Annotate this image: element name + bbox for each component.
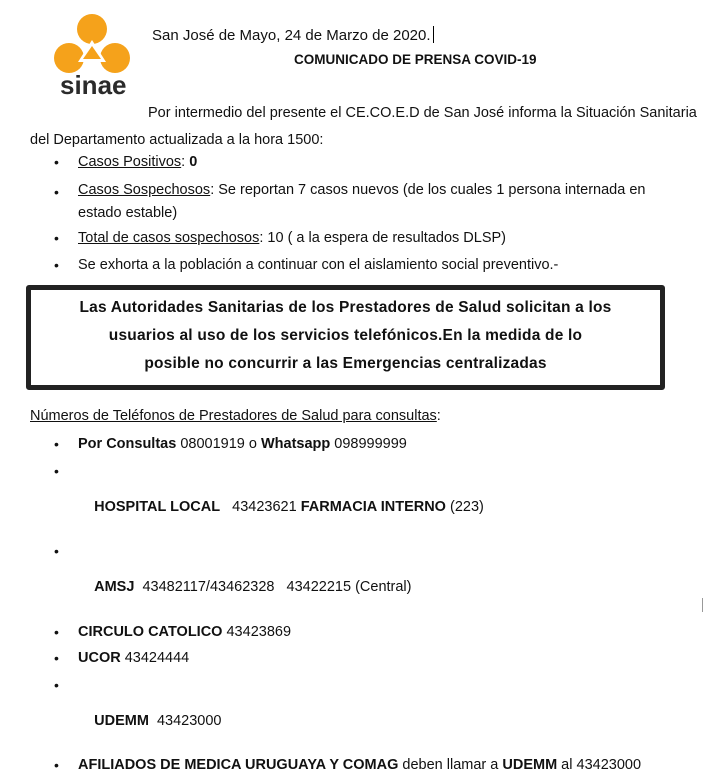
status-list: [30, 152, 690, 275]
bullet-icon: •: [54, 184, 59, 200]
suspected-cases-text: : Se reportan 7 casos nuevos (de los cuales 1 persona internada en estado estable): [78, 182, 646, 221]
phones-heading: [30, 408, 441, 424]
phone-provider: UDEMM: [502, 757, 558, 773]
notice-line-2: usuarios al uso de los servicios telefónicos.En la medida de lo: [108, 327, 583, 344]
phone-number: 43482117/43462328 43422215 (Central): [134, 579, 412, 595]
bullet-icon: •: [54, 650, 59, 666]
positive-cases-value: 0: [189, 154, 198, 170]
total-suspected-label: Total de casos sospechosos: [78, 230, 260, 246]
bullet-icon: •: [54, 623, 59, 640]
phones-list: [30, 435, 700, 774]
list-item: [30, 462, 700, 534]
list-item: [30, 623, 700, 641]
positive-cases-label: Casos Positivos: [78, 154, 182, 170]
text-cursor: [433, 26, 434, 43]
notice-box: [26, 285, 665, 390]
phone-provider: Whatsapp: [260, 436, 331, 452]
phone-number: 43423621: [220, 498, 301, 515]
list-item: [30, 435, 700, 453]
phone-number: 43423000: [148, 712, 222, 729]
bullet-icon: •: [54, 230, 59, 246]
bullet-icon: •: [54, 462, 59, 479]
bullet-icon: •: [54, 676, 59, 693]
bullet-icon: •: [54, 436, 59, 452]
dateline: [152, 26, 434, 44]
logo-wordmark: sinae: [60, 70, 127, 100]
phone-provider: Por Consultas: [78, 436, 177, 452]
phone-number: 43423869: [222, 623, 292, 640]
positive-cases-sep: :: [181, 154, 190, 170]
phone-provider: AMSJ: [94, 579, 135, 595]
bullet-icon: •: [54, 543, 59, 559]
phone-provider: UCOR: [78, 650, 121, 666]
phone-provider: UDEMM: [94, 712, 149, 729]
phone-number: (223): [445, 498, 484, 515]
phone-number: deben llamar a: [398, 757, 503, 773]
suspected-cases-label: Casos Sospechosos: [78, 182, 211, 198]
notice-line-1: Las Autoridades Sanitarias de los Prestadores de Salud solicitan a los: [79, 299, 612, 316]
dateline-text: San José de Mayo, 24 de Marzo de 2020.: [152, 27, 431, 44]
total-suspected-text: : 10 ( a la espera de resultados DLSP): [259, 230, 506, 246]
phone-number: al 43423000: [557, 757, 642, 773]
list-item: [30, 756, 700, 774]
bullet-icon: •: [54, 154, 59, 170]
document-title: COMUNICADO DE PRENSA COVID-19: [294, 52, 537, 67]
intro-paragraph: [30, 100, 710, 154]
phone-provider: FARMACIA INTERNO: [300, 498, 446, 515]
list-item: [30, 228, 690, 248]
list-item: [30, 179, 690, 225]
phone-number: 43424444: [120, 650, 190, 666]
phone-number: 098999999: [330, 436, 407, 452]
phone-provider: HOSPITAL LOCAL: [94, 498, 221, 515]
list-item: [30, 152, 690, 172]
bullet-icon: •: [54, 257, 59, 273]
phone-number: 08001919 o: [176, 436, 261, 452]
phones-heading-colon: :: [436, 408, 441, 424]
phone-provider: AFILIADOS DE MEDICA URUGUAYA Y COMAG: [78, 757, 399, 773]
intro-text: Por intermedio del presente el CE.CO.E.D de San José informa la Situación Sanitaria del Departamento actualizada a la hora 1500:: [30, 105, 697, 148]
phones-heading-text: Números de Teléfonos de Prestadores de Salud para consultas: [30, 408, 437, 424]
notice-text: [31, 290, 660, 378]
notice-line-3: posible no concurrir a las Emergencias centralizadas: [144, 355, 547, 372]
page-edge-mark: [702, 598, 709, 612]
isolation-exhortation: Se exhorta a la población a continuar con el aislamiento social preventivo.-: [78, 257, 559, 273]
list-item: [30, 649, 700, 667]
phone-provider: CIRCULO CATOLICO: [78, 623, 223, 640]
list-item: [30, 542, 700, 614]
list-item: [30, 676, 700, 748]
bullet-icon: •: [54, 757, 59, 773]
list-item: [30, 255, 690, 275]
